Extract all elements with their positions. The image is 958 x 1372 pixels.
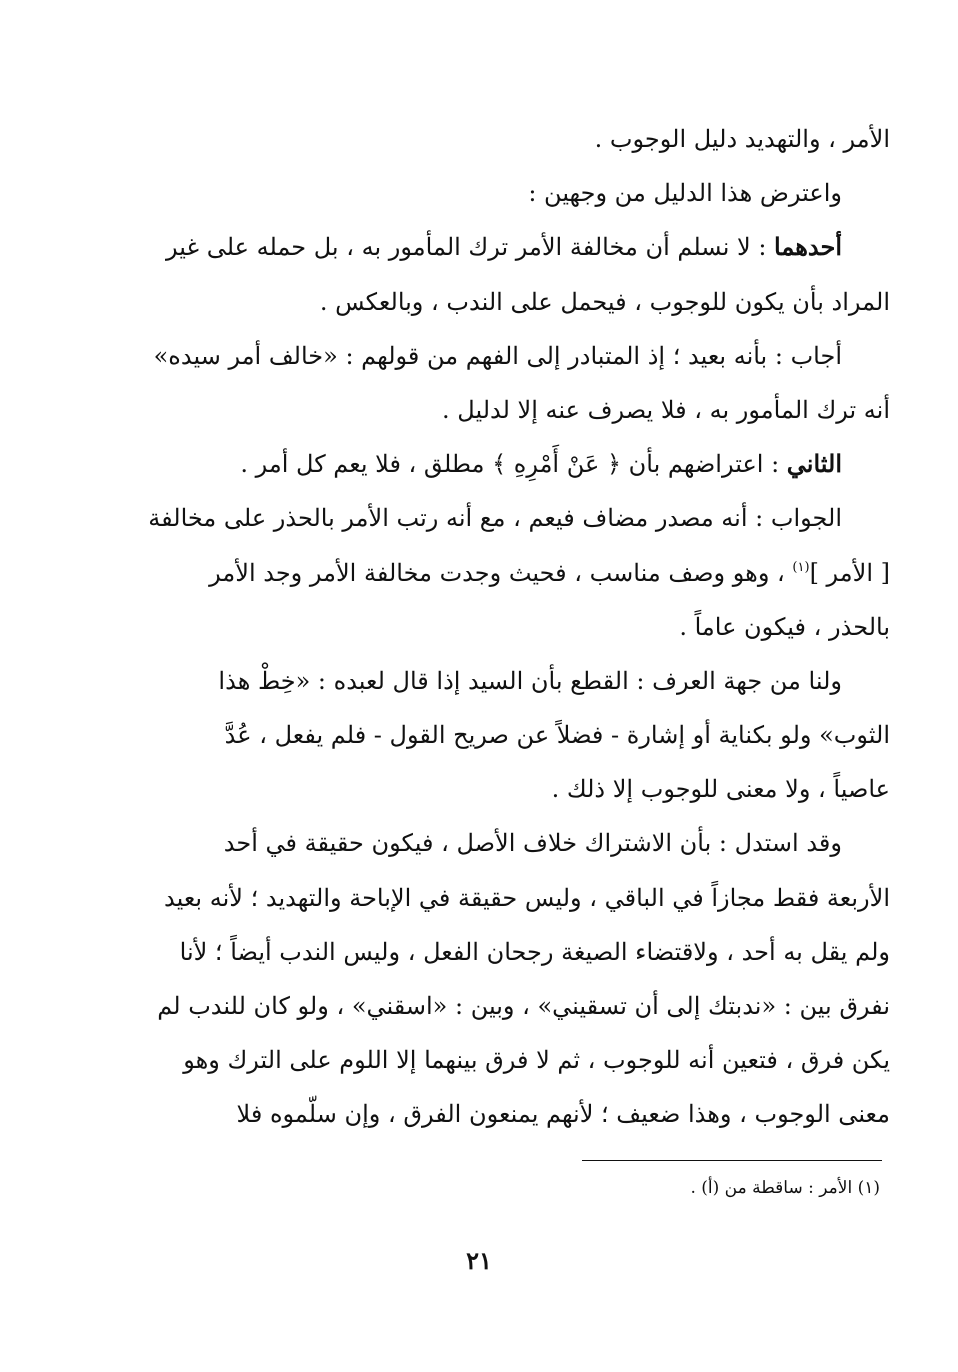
main-text: [130, 112, 890, 1142]
text-line: [130, 816, 890, 870]
section-label: أحدهما: [774, 232, 842, 262]
text-line: [130, 491, 890, 545]
line-text: الثوب» ولو بكناية أو إشارة - فضلاً عن صريح القول - فلم يفعل ، عُدَّ: [224, 721, 890, 750]
line-text: ولم يقل به أحد ، ولاقتضاء الصيغة رجحان الفعل ، وليس الندب أيضاً ؛ لأنا: [179, 937, 890, 966]
footnote: (١) الأمر : ساقطة من (أ) .: [690, 1178, 880, 1198]
line-text: أجاب : بأنه بعيد ؛ إذ المتبادر إلى الفهم من قولهم : «خالف أمر سيده»: [153, 341, 842, 370]
footnote-divider: [582, 1160, 882, 1161]
line-text: : لا نسلم أن مخالفة الأمر ترك المأمور به ، بل حمله على غير: [166, 233, 775, 262]
text-line: [130, 112, 890, 166]
text-line: [130, 979, 890, 1033]
line-text: واعترض هذا الدليل من وجهين :: [528, 179, 842, 208]
footnote-reference: (١): [792, 559, 810, 575]
line-text: الجواب : أنه مصدر مضاف فيعم ، مع أنه رتب الأمر بالحذر على مخالفة: [148, 504, 842, 533]
line-text: عاصياً ، ولا معنى للوجوب إلا ذلك .: [551, 775, 890, 804]
line-text: الأمر ، والتهديد دليل الوجوب .: [594, 125, 890, 153]
text-line: [130, 546, 890, 600]
text-line: [130, 1033, 890, 1087]
text-line: [130, 871, 890, 925]
text-line: [130, 437, 890, 491]
section-label: الثاني: [786, 449, 842, 479]
line-text: وقد استدل : بأن الاشتراك خلاف الأصل ، فيكون حقيقة في أحد: [223, 829, 842, 858]
text-line: [130, 275, 890, 329]
text-line: [130, 1087, 890, 1141]
line-text: معنى الوجوب ، وهذا ضعيف ؛ لأنهم يمنعون الفرق ، وإن سلّموه فلا: [236, 1100, 890, 1129]
text-line: [130, 166, 890, 220]
line-text: أنه ترك المأمور به ، فلا يصرف عنه إلا لدليل .: [442, 395, 890, 424]
line-text: : اعتراضهم بأن ﴿ عَنْ أَمْرِهِ ﴾ مطلق ، فلا يعم كل أمر .: [240, 450, 787, 479]
text-line: [130, 654, 890, 708]
text-line: [130, 708, 890, 762]
line-text: الأربعة فقط مجازاً في الباقي ، وليس حقيقة في الإباحة والتهديد ؛ لأنه بعيد: [164, 883, 890, 912]
line-text-continued: ، وهو وصف مناسب ، فحيث وجدت مخالفة الأمر وجد الأمر: [209, 558, 793, 587]
line-text: ولنا من جهة العرف : القطع بأن السيد إذا قال لعبده : «خِطْ هذا: [218, 666, 842, 695]
text-line: [130, 925, 890, 979]
text-line: [130, 600, 890, 654]
line-text: بالحذر ، فيكون عاماً .: [679, 612, 890, 641]
line-text: المراد بأن يكون للوجوب ، فيحمل على الندب ، وبالعكس .: [319, 287, 890, 316]
text-line: [130, 383, 890, 437]
page-number: ٢١: [466, 1246, 492, 1275]
text-line: [130, 762, 890, 816]
line-text: يكن فرق ، فتعين أنه للوجوب ، ثم لا فرق بينهما إلا اللوم على الترك وهو: [183, 1046, 890, 1075]
text-line: [130, 329, 890, 383]
text-line: [130, 220, 890, 274]
line-text: [ الأمر ]: [809, 558, 890, 587]
line-text: نفرق بين : «ندبتك إلى أن تسقيني» ، وبين : «اسقني» ، ولو كان للندب لم: [157, 992, 890, 1020]
